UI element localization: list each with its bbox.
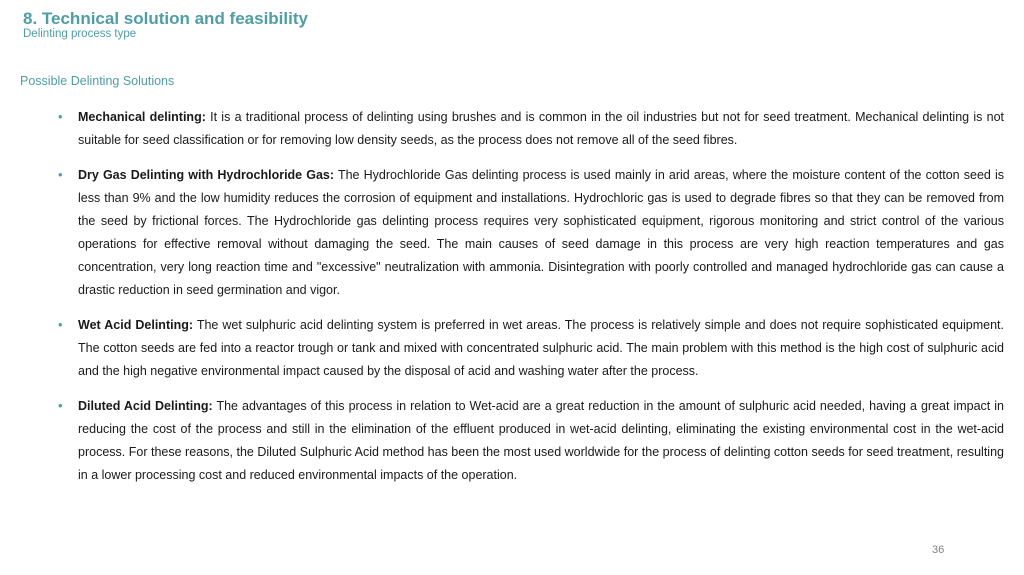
bullet-text: The wet sulphuric acid delinting system is preferred in wet areas. The process is relatively simple and does not require sophisticated equipment. The cotton seeds are fed into a reactor trough or tank and mixed with concentrated sulphuric acid. The main problem with this method is the high cost of sulphuric acid and the high negative environmental impact caused by the disposal of acid and washing water after the process. xyxy=(78,318,1004,378)
page-number: 36 xyxy=(932,544,945,556)
bullet-term: Diluted Acid Delinting: xyxy=(78,399,213,413)
bullet-wet-acid-delinting xyxy=(56,314,1004,383)
bullet-text: The Hydrochloride Gas delinting process is used mainly in arid areas, where the moisture content of the cotton seed is less than 9% and the low humidity reduces the corrosion of equipment and installations. Hydrochloric gas is used to degrade fibres so that they can be removed from the seed by frictional forces. The Hydrochloride gas delinting process requires very sophisticated equipment, rigorous monitoring and strict control of the various operations for effective removal without damaging the seed. The main causes of seed damage in this process are very high reaction temperatures and gas concentration, very long reaction time and "excessive" neutralization with ammonia. Disintegration with poorly controlled and managed hydrochloride gas can cause a drastic reduction in seed germination and vigor. xyxy=(78,168,1005,297)
bullet-icon: • xyxy=(58,317,63,332)
delinting-solutions-list xyxy=(56,106,1004,499)
bullet-icon: • xyxy=(58,167,63,182)
bullet-text: The advantages of this process in relation to Wet-acid are a great reduction in the amount of sulphuric acid needed, having a great impact in reducing the cost of the process and still in the elimination of the effluent produced in wet-acid delinting, eliminating the existing environmental cost in the wet-acid process. For these reasons, the Diluted Sulphuric Acid method has been the most used worldwide for the process of delinting cotton seeds for seed treatment, resulting in a lower processing cost and reduced environmental impacts of the operation. xyxy=(78,399,1005,482)
bullet-mechanical-delinting xyxy=(56,106,1004,152)
slide-title: 8. Technical solution and feasibility xyxy=(23,9,308,28)
bullet-diluted-acid-delinting xyxy=(56,395,1004,487)
bullet-term: Mechanical delinting: xyxy=(78,110,206,124)
section-heading: Possible Delinting Solutions xyxy=(20,74,175,88)
slide-subtitle: Delinting process type xyxy=(23,28,137,40)
bullet-term: Dry Gas Delinting with Hydrochloride Gas: xyxy=(78,168,335,182)
bullet-text: It is a traditional process of delinting using brushes and is common in the oil industries but not for seed treatment. Mechanical delinting is not suitable for seed classification or for removing low density seeds, as the process does not remove all of the seed fibres. xyxy=(78,110,1004,147)
bullet-dry-gas-delinting xyxy=(56,164,1004,302)
bullet-icon: • xyxy=(58,109,63,124)
bullet-term: Wet Acid Delinting: xyxy=(78,318,194,332)
bullet-icon: • xyxy=(58,398,63,413)
